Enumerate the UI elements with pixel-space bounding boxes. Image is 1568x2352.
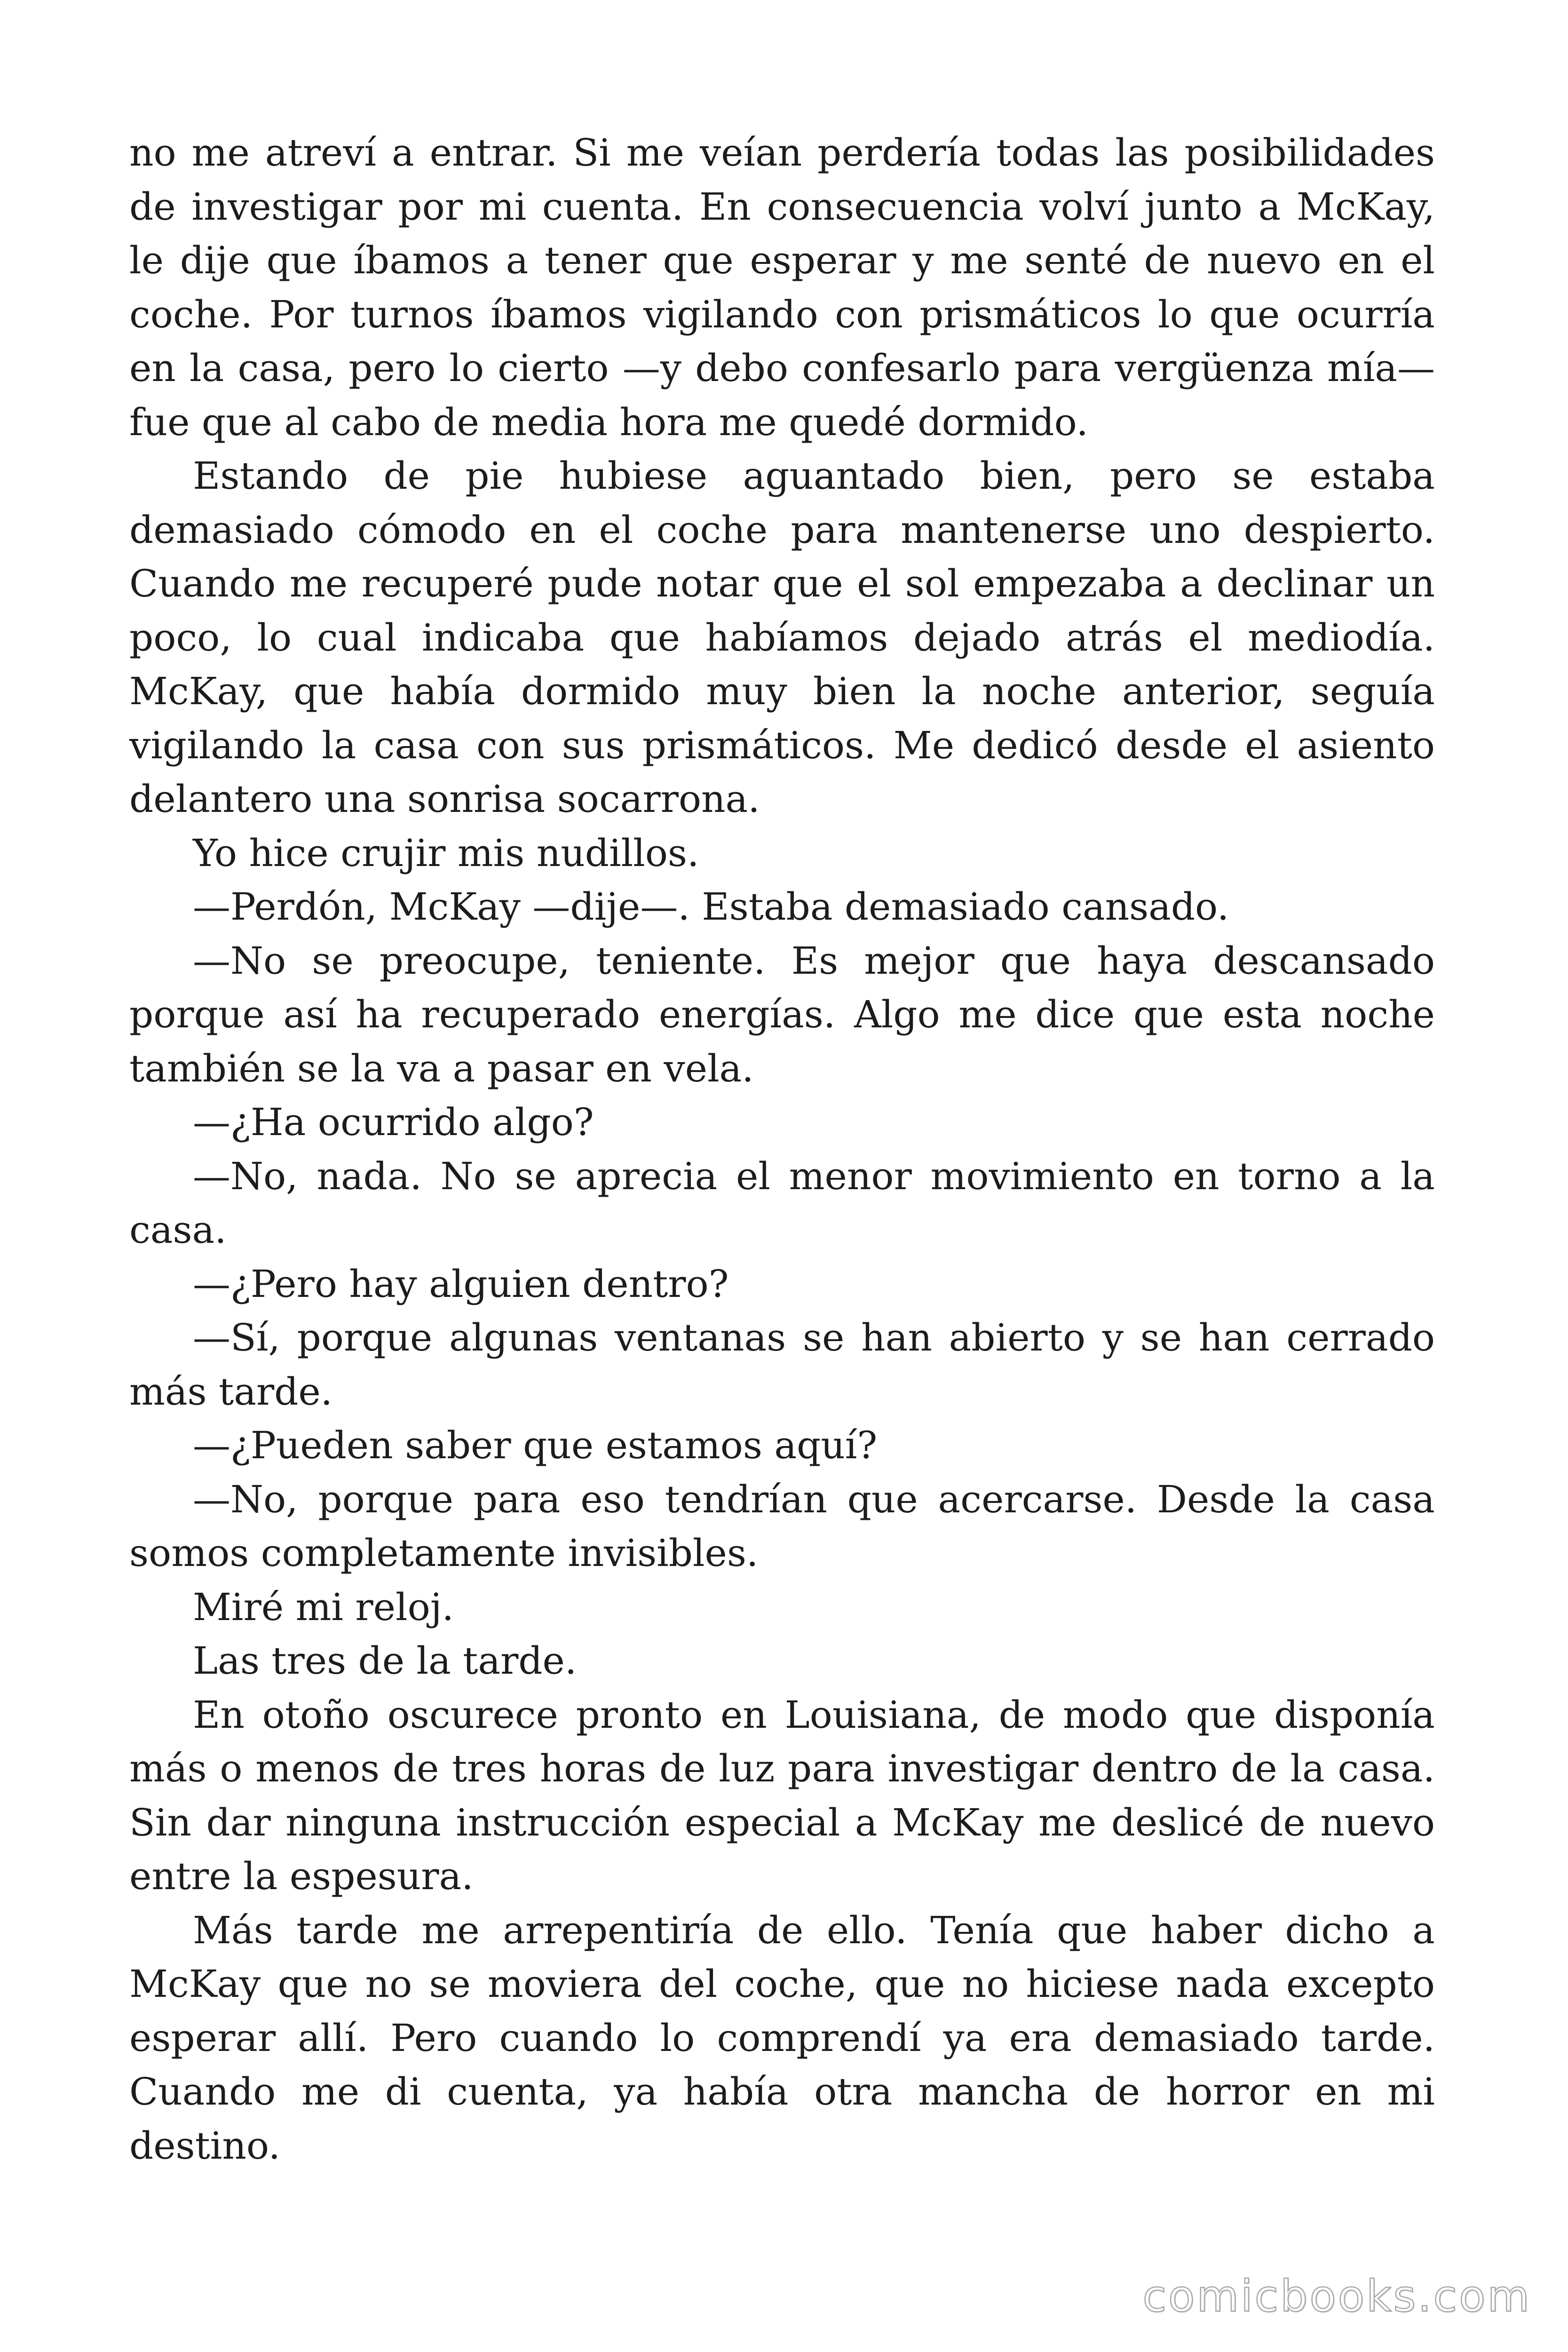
paragraph-12: Miré mi reloj. (193, 1585, 454, 1629)
paragraph-8: —¿Pero hay alguien dentro? (193, 1262, 729, 1306)
page-body (129, 126, 1435, 2173)
paragraph-11: —No, porque para eso tendrían que acercarse. Desde la casa somos completamente invisibles. (129, 1477, 1435, 1575)
paragraph-7: —No, nada. No se aprecia el menor movimiento en torno a la casa. (129, 1154, 1435, 1252)
paragraph-4: —Perdón, McKay —dije—. Estaba demasiado cansado. (193, 885, 1229, 929)
paragraph-3: Yo hice crujir mis nudillos. (193, 831, 699, 875)
paragraph-9: —Sí, porque algunas ventanas se han abierto y se han cerrado más tarde. (129, 1316, 1435, 1414)
paragraph-6: —¿Ha ocurrido algo? (193, 1100, 594, 1144)
paragraph-1: no me atreví a entrar. Si me veían perdería todas las posibilidades de investigar por mi cuenta. En consecuencia volví junto a McKay, le dije que íbamos a tener que esperar y me senté de nuevo en el coche. Por turnos íbamos vigilando con prismáticos lo que ocurría en la casa, pero lo cierto —y debo confesarlo para vergüenza mía— fue que al cabo de media hora me quedé dormido. (129, 131, 1435, 444)
paragraph-2: Estando de pie hubiese aguantado bien, pero se estaba demasiado cómodo en el coche para mantenerse uno despierto. Cuando me recuperé pude notar que el sol empezaba a declinar un poco, lo cual indicaba que habíamos dejado atrás el mediodía. McKay, que había dormido muy bien la noche anterior, seguía vigilando la casa con sus prismáticos. Me dedicó desde el asiento delantero una sonrisa socarrona. (129, 454, 1435, 821)
watermark: comicbooks.com (1142, 2271, 1531, 2321)
paragraph-5: —No se preocupe, teniente. Es mejor que haya descansado porque así ha recuperado energías. Algo me dice que esta noche también se la va a pasar en vela. (129, 938, 1435, 1090)
paragraph-10: —¿Pueden saber que estamos aquí? (193, 1423, 878, 1467)
paragraph-14: En otoño oscurece pronto en Louisiana, de modo que disponía más o menos de tres horas de luz para investigar dentro de la casa. Sin dar ninguna instrucción especial a McKay me deslicé de nuevo entre la espesura. (129, 1692, 1435, 1898)
paragraph-15: Más tarde me arrepentiría de ello. Tenía que haber dicho a McKay que no se moviera del coche, que no hiciese nada excepto esperar allí. Pero cuando lo comprendí ya era demasiado tarde. Cuando me di cuenta, ya había otra mancha de horror en mi destino. (129, 1908, 1435, 2168)
paragraph-13: Las tres de la tarde. (193, 1639, 577, 1683)
